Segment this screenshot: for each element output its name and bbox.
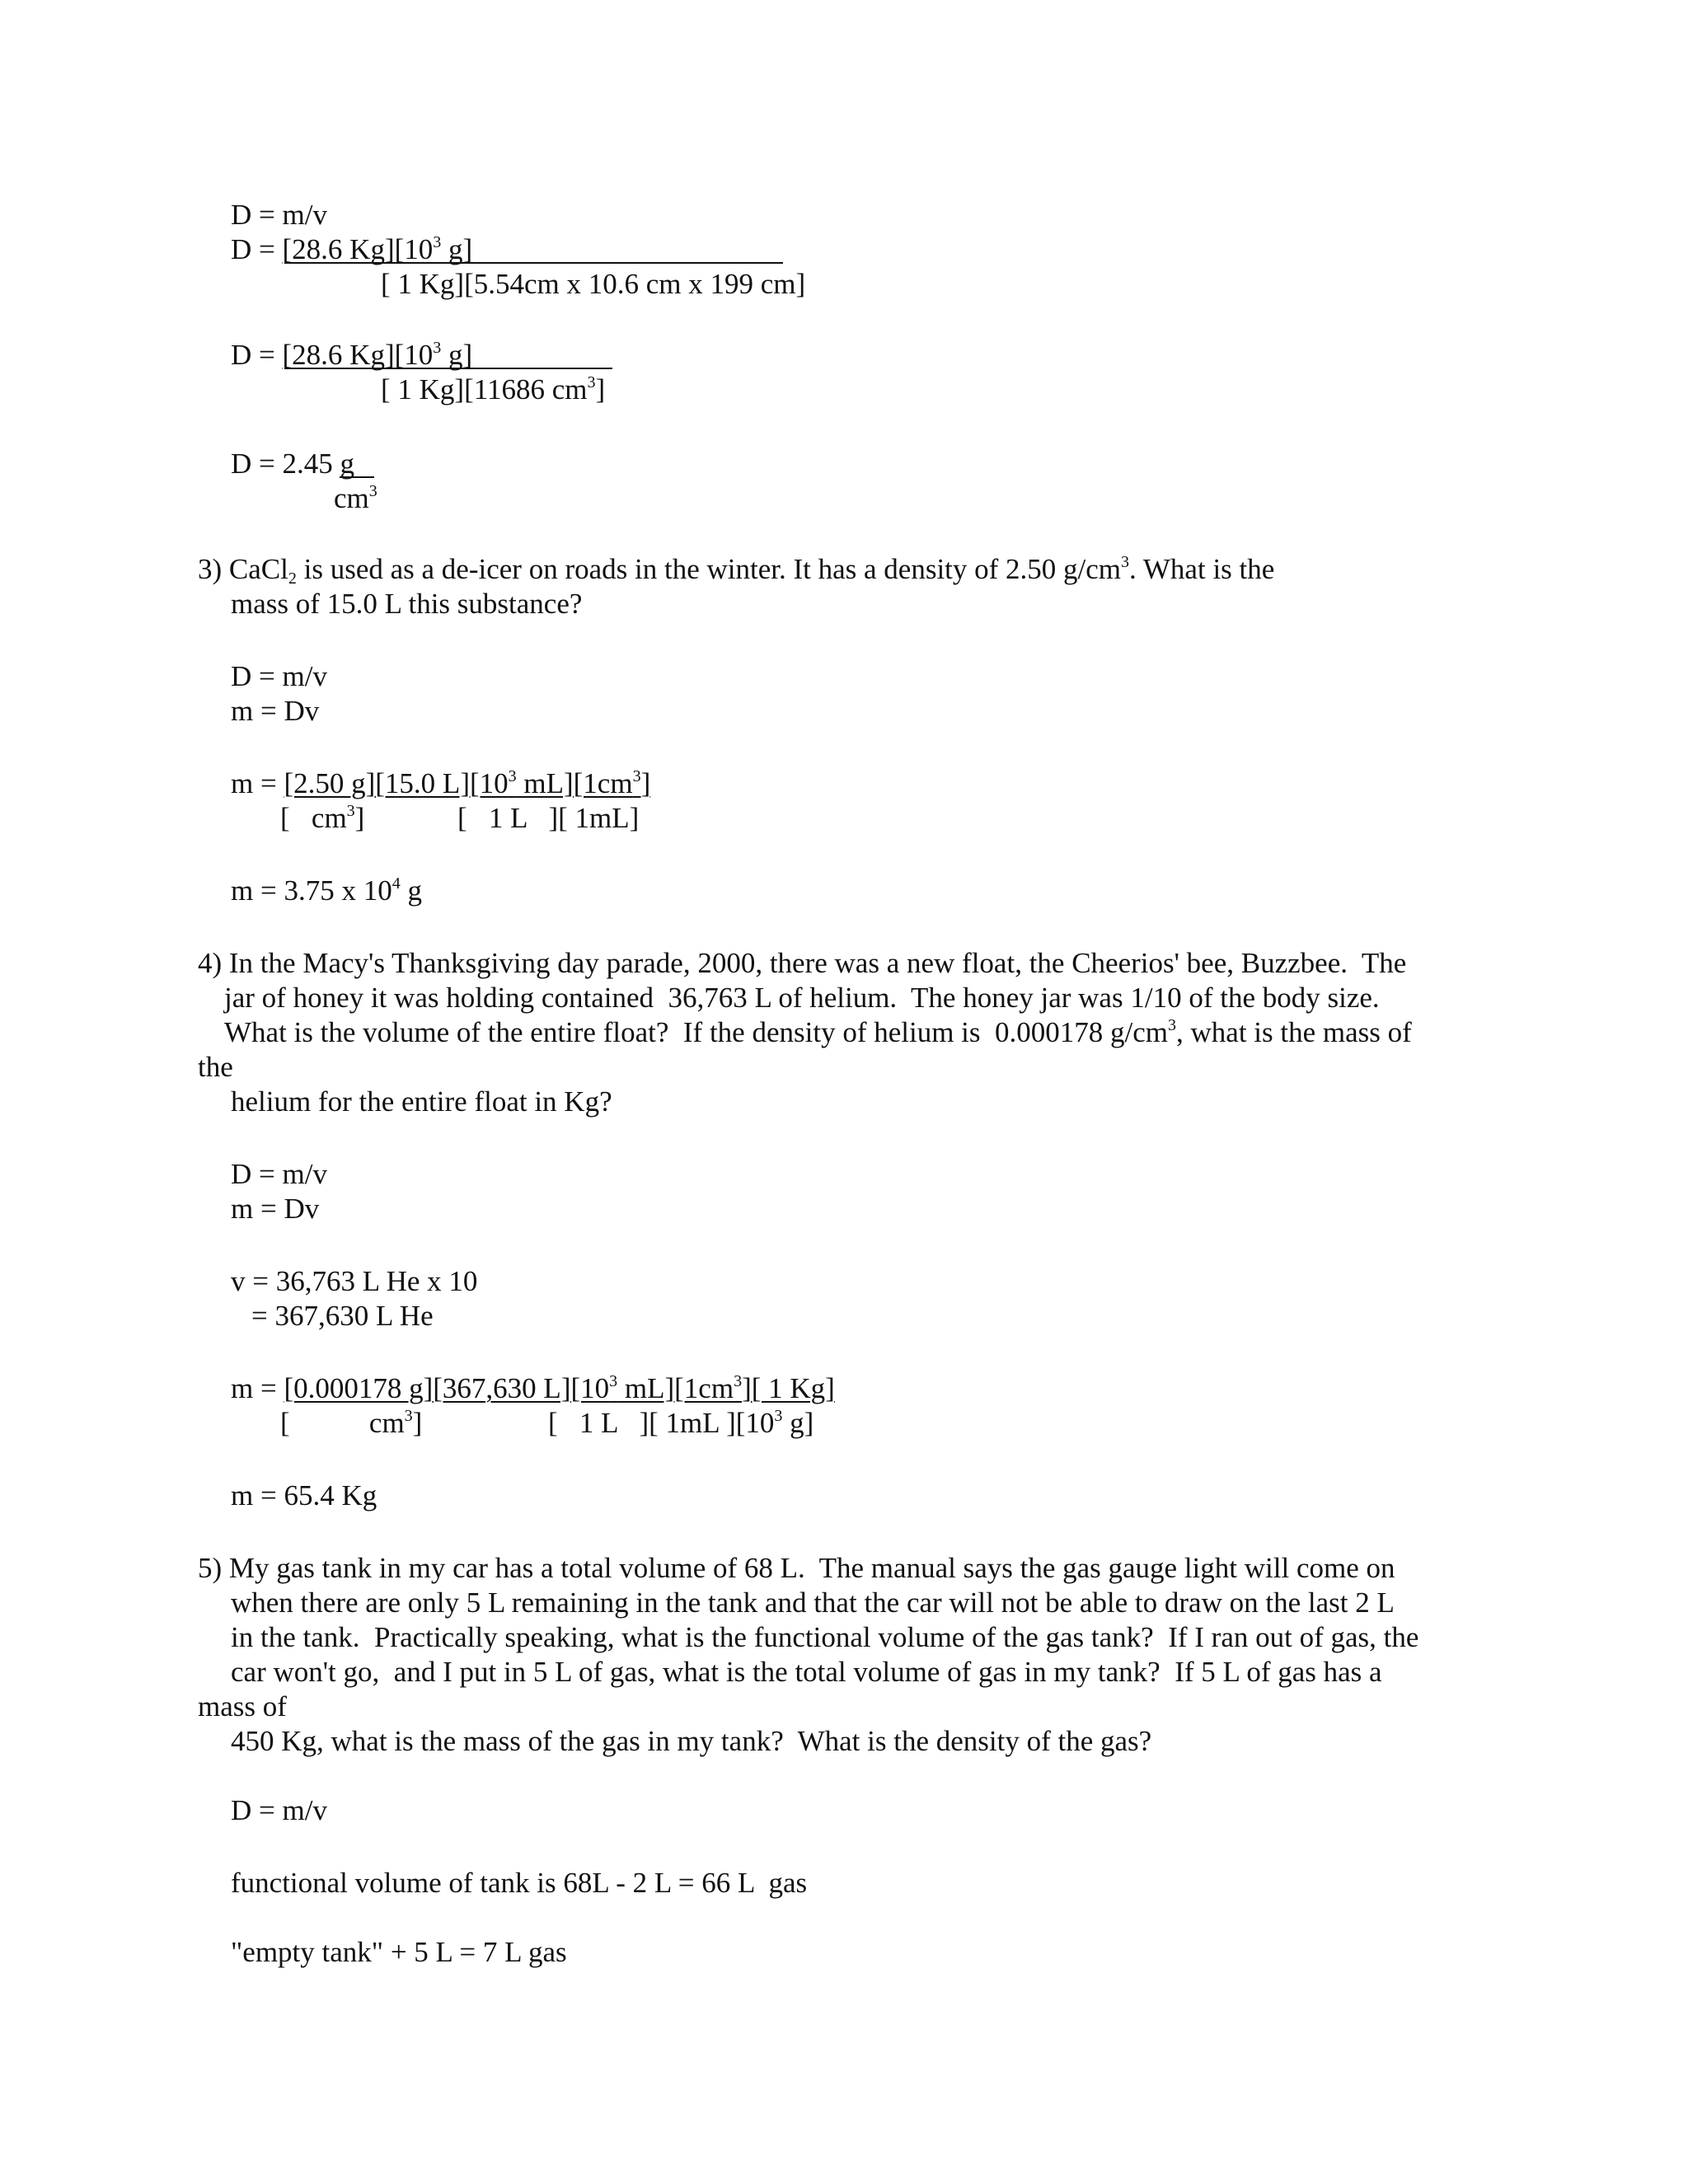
unit-numerator: g [340,448,355,480]
question-4-text: 4) In the Macy's Thanksgiving day parade, 2000, there was a new float, the Cheerios' bee, Buzzbee. The [198,947,1407,979]
result-line: m = 3.75 x $10^4$ g [231,874,422,907]
result-line: D = 2.45 g [231,448,355,480]
question-5-text: when there are only 5 L remaining in the tank and that the car will not be able to draw on the last 2 L [231,1586,1395,1619]
question-5-text: in the tank. Practically speaking, what is the functional volume of the gas tank? If I ran out of gas, the [231,1621,1419,1653]
answer-line: functional volume of tank is 68L - 2 L = 66 L gas [231,1867,808,1899]
equation-line: D = m/v [231,1158,327,1190]
numerator: [2.50 g][15.0 $L][10^3$ $mL][1cm^3]$ [284,767,651,799]
question-3-text: 3) CaCl$_2$ is used as a de-icer on roads in the winter. It has a density of 2.50 $g/cm^3$. What is the [198,553,1275,588]
question-3-text: mass of 15.0 L this substance? [231,588,583,620]
equation-line: m = Dv [231,695,320,727]
question-4-text: What is the volume of the entire float? If the density of helium is 0.000178 $g/cm^3$, what is the mass of [224,1016,1412,1048]
equation-line: D = [28.6 $Kg][10^3$ g] [231,339,473,371]
question-4-text: the [198,1051,233,1083]
fraction-bar [284,368,612,369]
question-5-text: 450 Kg, what is the mass of the gas in my tank? What is the density of the gas? [231,1725,1152,1757]
equation-line: = 367,630 L He [251,1300,434,1332]
fraction-bar [284,262,783,264]
numerator: [28.6 $Kg][10^3$ g] [282,339,473,371]
equation-line: m = Dv [231,1193,320,1225]
equation-text: D = [231,233,283,265]
question-5-text: car won't go, and I put in 5 L of gas, what is the total volume of gas in my tank? If 5 L of gas has a [231,1656,1382,1688]
equation-line: D = m/v [231,660,327,692]
equation-line: m = [2.50 g][15.0 $L][10^3$ $mL][1cm^3]$ [231,767,651,799]
question-5-text: 5) My gas tank in my car has a total volume of 68 L. The manual says the gas gauge light will come on [198,1552,1395,1584]
denominator: [ 1 L ][ 1mL] [457,802,640,834]
equation-line: D = m/v [231,199,327,231]
equation-line: v = 36,763 L He x 10 [231,1265,478,1297]
result-line: m = 65.4 Kg [231,1479,377,1511]
denominator: [ $cm^3$] [280,1407,423,1439]
question-4-text: helium for the entire float in Kg? [231,1085,612,1118]
equation-line: m = [0.000178 g][367,630 $L][10^3$ $mL][1cm^3]$[ 1 Kg] [231,1372,835,1404]
numerator: [28.6 $Kg][10^3$ g] [282,233,473,265]
denominator: [ 1 L ][ 1mL ][$10^3$ g] [548,1407,814,1439]
equation-line: D = m/v [231,1794,327,1826]
answer-line: "empty tank" + 5 L = 7 L gas [231,1936,567,1968]
unit-denominator: $cm^3$ [334,482,377,514]
denominator: [ 1 Kg][11686 $cm^3$] [381,373,606,405]
fraction-bar [340,476,374,478]
denominator: [ $cm^3$] [280,802,365,834]
numerator: [0.000178 g][367,630 $L][10^3$ $mL][1cm^3]$[ 1 Kg] [284,1372,835,1404]
question-5-text: mass of [198,1690,287,1722]
denominator: [ 1 Kg][5.54cm x 10.6 cm x 199 cm] [381,268,806,300]
question-4-text: jar of honey it was holding contained 36,763 L of helium. The honey jar was 1/10 of the body size. [224,982,1380,1014]
